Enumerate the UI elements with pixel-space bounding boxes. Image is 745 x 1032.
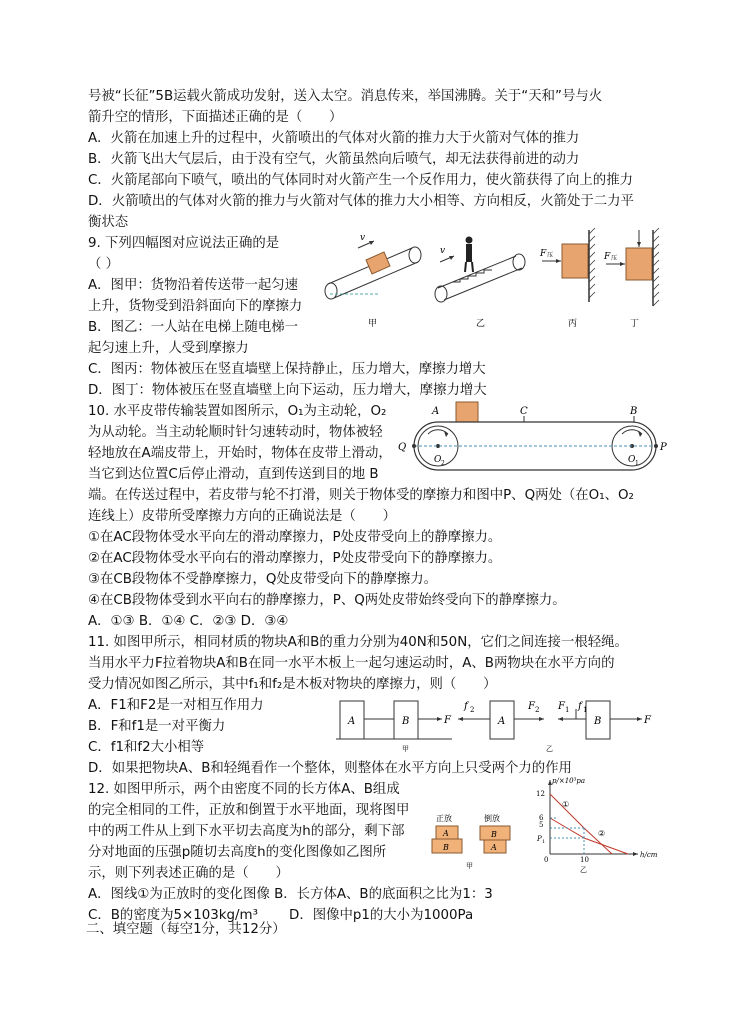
section-2-title: 二、填空题（每空1分，共12分）: [86, 922, 286, 937]
q12-caption-jia: 甲: [466, 862, 473, 870]
q11-label-f1-sub: 1: [583, 706, 588, 714]
q8-option-b: B．火箭飞出大气层后，由于没有空气，火箭虽然向后喷气，却无法获得前进的动力: [88, 152, 580, 167]
q12-label-zhengfang: 正放: [436, 814, 452, 823]
q11-label-F2-sub: 2: [535, 706, 540, 714]
q11-yi-block-a: A: [498, 716, 506, 727]
q11-label-F2: F: [528, 701, 535, 712]
q11-stem-line3: 受力情况如图乙所示，其中f₁和f₂是木板对物块的摩擦力，则（ ）: [88, 677, 497, 692]
q8-option-a: A．火箭在加速上升的过程中，火箭喷出的气体对火箭的推力大于火箭对气体的推力: [88, 131, 580, 146]
belt-label-o1-sub: 1: [635, 460, 639, 467]
q12-stem-line4: 分对地面的压强p随切去高度h的变化图像如乙图所: [88, 845, 387, 860]
q9-f-sub-1: 压: [547, 252, 554, 259]
q10-figure: [394, 398, 674, 478]
q9-caption-yi: 乙: [476, 319, 486, 329]
q11-option-b: B．F和f1是一对平衡力: [88, 719, 226, 734]
q12-graph-xlabel: h/cm: [640, 851, 658, 859]
q9-figure: [320, 226, 670, 338]
q8-option-d-cont: 衡状态: [88, 215, 129, 230]
q12-tick-6: 6: [539, 814, 544, 822]
q12-zheng-b: B: [443, 843, 449, 852]
belt-label-o2-sub: 2: [441, 460, 445, 467]
q10-answers: A．①③ B．①④ C．②③ D．③④: [88, 614, 289, 629]
q12-caption-yi: 乙: [580, 866, 587, 874]
q12-tick-x10: 10: [580, 856, 589, 864]
belt-label-a: A: [432, 406, 440, 417]
q12-tick-12: 12: [536, 790, 545, 798]
q10-statement-4: ④在CB段物体受到水平向右的静摩擦力，P、Q两处皮带始终受向下的静摩擦力。: [88, 593, 566, 608]
q11-option-a: A．F1和F2是一对相互作用力: [88, 698, 264, 713]
q12-tick-p1: P: [537, 835, 542, 843]
q11-label-F1-sub: 1: [565, 706, 570, 714]
q9-caption-ding: 丁: [630, 319, 640, 329]
q12-graph-ylabel: p/×10³pa: [552, 777, 586, 785]
q12-stem-line2: 的完全相同的工件，正放和倒置于水平地面，现将图甲: [88, 803, 410, 818]
q9-option-a: A．图甲：货物沿着传送带一起匀速: [88, 278, 299, 293]
q11-jia-force-f: F: [444, 715, 451, 726]
q9-f-sub-2: 压: [611, 255, 618, 262]
q12-curve-1-label: ①: [562, 800, 570, 809]
belt-label-c: C: [520, 406, 528, 417]
q9-v-label-2: v: [440, 246, 446, 256]
q11-jia-block-a: A: [348, 716, 356, 727]
q11-jia-block-b: B: [402, 716, 410, 727]
belt-label-o2: O: [434, 455, 442, 465]
person-icon: [466, 244, 472, 262]
belt-label-b: B: [630, 406, 638, 417]
q9-fig-jia: [325, 233, 421, 329]
q12-tick-x0: 0: [544, 856, 549, 864]
q12-label-daofang: 倒放: [484, 814, 500, 823]
q11-yi-block-b: B: [594, 716, 602, 727]
q9-fig-ding: [603, 228, 659, 329]
q12-tick-5: 5: [539, 821, 544, 829]
belt-label-o1: O: [628, 455, 636, 465]
q11-stem-line2: 当用水平力F拉着物块A和B在同一水平木板上一起匀速运动时，A、B两物块在水平方向的: [88, 656, 615, 671]
q12-tick-p1-sub: 1: [542, 839, 546, 845]
q11-label-f1: f: [578, 701, 582, 712]
q12-dao-b: B: [491, 830, 497, 839]
q10-stem-line5: 端。在传送过程中，若皮带与轮不打滑，则关于物体受的摩擦力和图中P、Q两处（在O₁、O₂: [88, 488, 634, 503]
q11-option-c: C．f1和f2大小相等: [88, 740, 205, 755]
q12-options-cd: C．B的密度为5×103kg/m³ D．图像中p1的大小为1000Pa: [88, 908, 474, 923]
q11-caption-jia: 甲: [402, 745, 409, 753]
q8-option-c: C．火箭尾部向下喷气，喷出的气体同时对火箭产生一个反作用力，使火箭获得了向上的推力: [88, 173, 633, 188]
q11-label-F1: F: [558, 701, 565, 712]
q11-label-f2: f: [464, 701, 468, 712]
q9-v-label-1: v: [360, 233, 366, 243]
q9-option-b: B．图乙：一人站在电梯上随电梯一: [88, 320, 299, 335]
q10-stem-line6: 连线上）皮带所受摩擦力方向的正确说法是（ ）: [88, 509, 396, 524]
q11-label-f2-sub: 2: [470, 706, 475, 714]
q9-stem: 9. 下列四幅图对应说法正确的是: [88, 236, 280, 251]
q12-options-ab: A．图线①为正放时的变化图像 B．长方体A、B的底面积之比为1：3: [88, 887, 493, 902]
q10-statement-2: ②在AC段物体受水平向右的滑动摩擦力，P处皮带受向下的静摩擦力。: [88, 551, 502, 566]
belt-block: [456, 402, 478, 422]
q9-option-a-cont: 上升，货物受到沿斜面向下的摩擦力: [88, 299, 303, 314]
q9-option-d: D．图丁：物体被压在竖直墙壁上向下运动，压力增大，摩擦力增大: [88, 383, 487, 398]
q9-caption-jia: 甲: [368, 319, 378, 329]
q12-dao-a: A: [491, 843, 497, 852]
q9-option-c: C．图丙：物体被压在竖直墙壁上保持静止，压力增大，摩擦力增大: [88, 362, 486, 377]
q12-curve-2-label: ②: [598, 829, 606, 838]
q9-fig-bing: [539, 228, 595, 329]
q8-stem-line2: 箭升空的情形，下面描述正确的是（ ）: [88, 110, 343, 125]
q10-statement-3: ③在CB段物体不受静摩擦力，Q处皮带受向下的静摩擦力。: [88, 572, 438, 587]
q11-option-d: D．如果把物块A、B和轻绳看作一个整体，则整体在水平方向上只受两个力的作用: [88, 761, 572, 776]
q12-stem-line1: 12. 如图甲所示，两个由密度不同的长方体A、B组成: [88, 782, 400, 797]
q9-stem-paren: （ ）: [88, 257, 120, 272]
q10-stem-line4: 当它到达位置C后停止滑动，直到传送到目的地 B: [88, 467, 379, 482]
q9-caption-bing: 丙: [568, 319, 578, 329]
q10-stem-line2: 为从动轮。当主动轮顺时针匀速转动时，物体被轻: [88, 425, 383, 440]
q9-f-label-1: F: [540, 249, 547, 259]
q9-fig-yi: [435, 237, 525, 330]
q8-stem-line1: 号被“长征”5B运载火箭成功发射，送入太空。消息传来，举国沸腾。关于“天和”号与火: [88, 89, 603, 104]
q12-figure-jia: [424, 812, 524, 870]
belt-label-p: P: [660, 442, 667, 453]
q9-option-b-cont: 起匀速上升，人受到摩擦力: [88, 341, 249, 356]
q12-zheng-a: A: [443, 829, 449, 838]
belt-label-q: Q: [398, 442, 407, 453]
q11-stem-line1: 11. 如图甲所示，相同材质的物块A和B的重力分别为40N和50N，它们之间连接一根轻绳。: [88, 635, 628, 650]
q12-stem-line3: 中的两工件从上到下水平切去高度为h的部分，剩下部: [88, 824, 405, 839]
q12-stem-line5: 示，则下列表述正确的是（ ）: [88, 866, 289, 881]
q10-stem-line1: 10. 水平皮带传输装置如图所示，O₁为主动轮，O₂: [88, 404, 387, 419]
q10-statement-1: ①在AC段物体受水平向左的滑动摩擦力，P处皮带受向上的静摩擦力。: [88, 530, 502, 545]
q11-yi-force-f: F: [644, 715, 651, 726]
q9-f-label-2: F: [604, 252, 611, 262]
q10-stem-line3: 轻地放在A端皮带上，开始时，物体在皮带上滑动，: [88, 446, 392, 461]
q11-caption-yi: 乙: [546, 745, 553, 753]
q12-figure-yi: [528, 774, 670, 874]
q8-option-d: D．火箭喷出的气体对火箭的推力与火箭对气体的推力大小相等、方向相反，火箭处于二力平: [88, 194, 634, 209]
q11-figure: [332, 693, 662, 757]
